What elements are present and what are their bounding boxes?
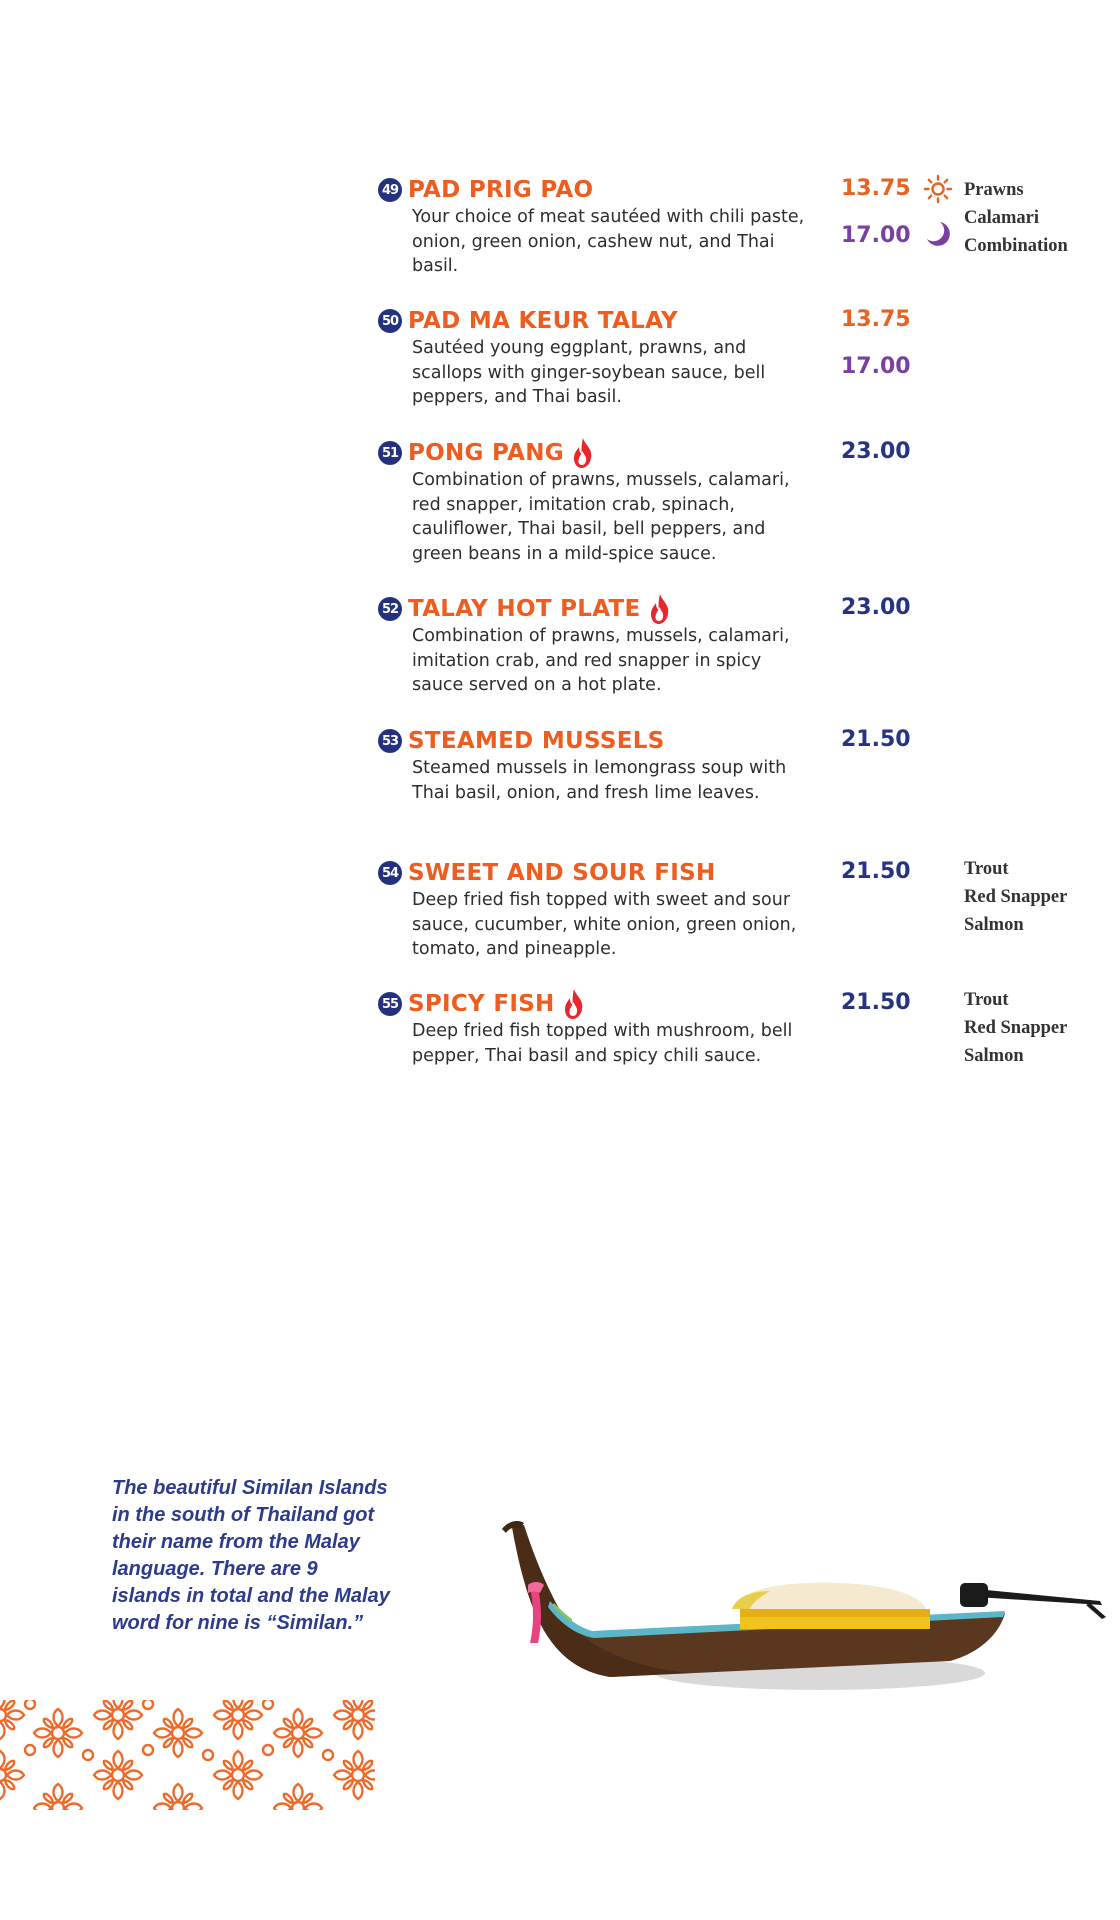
item-name: STEAMED MUSSELS [408,728,665,754]
option-salmon: Salmon [964,915,1024,935]
item-name: SPICY FISH [408,991,555,1017]
price: 21.50 [841,727,911,752]
item-name: PAD MA KEUR TALAY [408,308,678,334]
option-list [964,986,1067,1070]
price-dinner: 17.00 [841,223,911,248]
item-description: Your choice of meat sautéed with chili paste, onion, green onion, cashew nut, and Thai basil. [412,207,805,276]
item-number-badge: 54 [378,861,402,885]
option-list [964,176,1068,260]
longtail-boat-illustration [490,1505,1110,1715]
option-red-snapper: Red Snapper [964,887,1068,907]
sun-icon [923,174,953,204]
price-lunch: 13.75 [841,176,911,201]
item-name: PAD PRIG PAO [408,177,594,203]
item-number-badge: 53 [378,729,402,753]
menu-item-pong-pang [378,437,1118,564]
option-red-snapper: Red Snapper [964,1018,1068,1038]
price: 21.50 [841,859,911,884]
item-header [378,593,1118,625]
item-number-badge: 49 [378,178,402,202]
item-number-badge: 52 [378,597,402,621]
option-prawns: Prawns [964,180,1024,200]
moon-icon [923,219,953,249]
price: 23.00 [841,595,911,620]
price: 23.00 [841,439,911,464]
flame-icon [563,988,585,1020]
item-description: Deep fried fish topped with sweet and sour sauce, cucumber, white onion, green onion, tomato, and pineapple. [412,890,797,959]
item-description: Combination of prawns, mussels, calamari, imitation crab, and red snapper in spicy sauce served on a hot plate. [412,626,790,695]
item-name: TALAY HOT PLATE [408,596,641,622]
item-number-badge: 55 [378,992,402,1016]
menu-item-sweet-and-sour-fish [378,857,1118,959]
thai-flower-pattern [0,1700,375,1810]
item-name: PONG PANG [408,440,564,466]
option-calamari: Calamari [964,208,1040,228]
item-header [378,725,1118,757]
item-description: Sautéed young eggplant, prawns, and scallops with ginger-soybean sauce, bell peppers, and Thai basil. [412,338,766,407]
item-name: SWEET AND SOUR FISH [408,860,716,886]
item-header [378,305,1118,337]
menu-item-pad-ma-keur-talay [378,305,1118,407]
option-trout: Trout [964,990,1009,1010]
menu-item-spicy-fish [378,988,1118,1066]
option-list [964,855,1067,939]
menu-item-talay-hot-plate [378,593,1118,695]
flame-icon [572,437,594,469]
price: 21.50 [841,990,911,1015]
price-dinner: 17.00 [841,354,911,379]
option-trout: Trout [964,859,1009,879]
flame-icon [649,593,671,625]
item-description: Combination of prawns, mussels, calamari, red snapper, imitation crab, spinach, cauliflower, Thai basil, bell peppers, and green beans in a mild-spice sauce. [412,470,790,564]
similan-islands-caption: The beautiful Similan Islands in the south of Thailand got their name from the Malay language. There are 9 islands in total and the Malay word for nine is “Similan.” [112,1477,390,1634]
item-description: Steamed mussels in lemongrass soup with Thai basil, onion, and fresh lime leaves. [412,758,787,803]
item-number-badge: 50 [378,309,402,333]
option-combination: Combination [964,236,1068,256]
price-lunch: 13.75 [841,307,911,332]
item-number-badge: 51 [378,441,402,465]
menu-item-pad-prig-pao [378,174,1118,276]
item-description: Deep fried fish topped with mushroom, bell pepper, Thai basil and spicy chili sauce. [412,1021,793,1066]
menu-item-steamed-mussels [378,725,1118,803]
item-header [378,437,1118,469]
option-salmon: Salmon [964,1046,1024,1066]
